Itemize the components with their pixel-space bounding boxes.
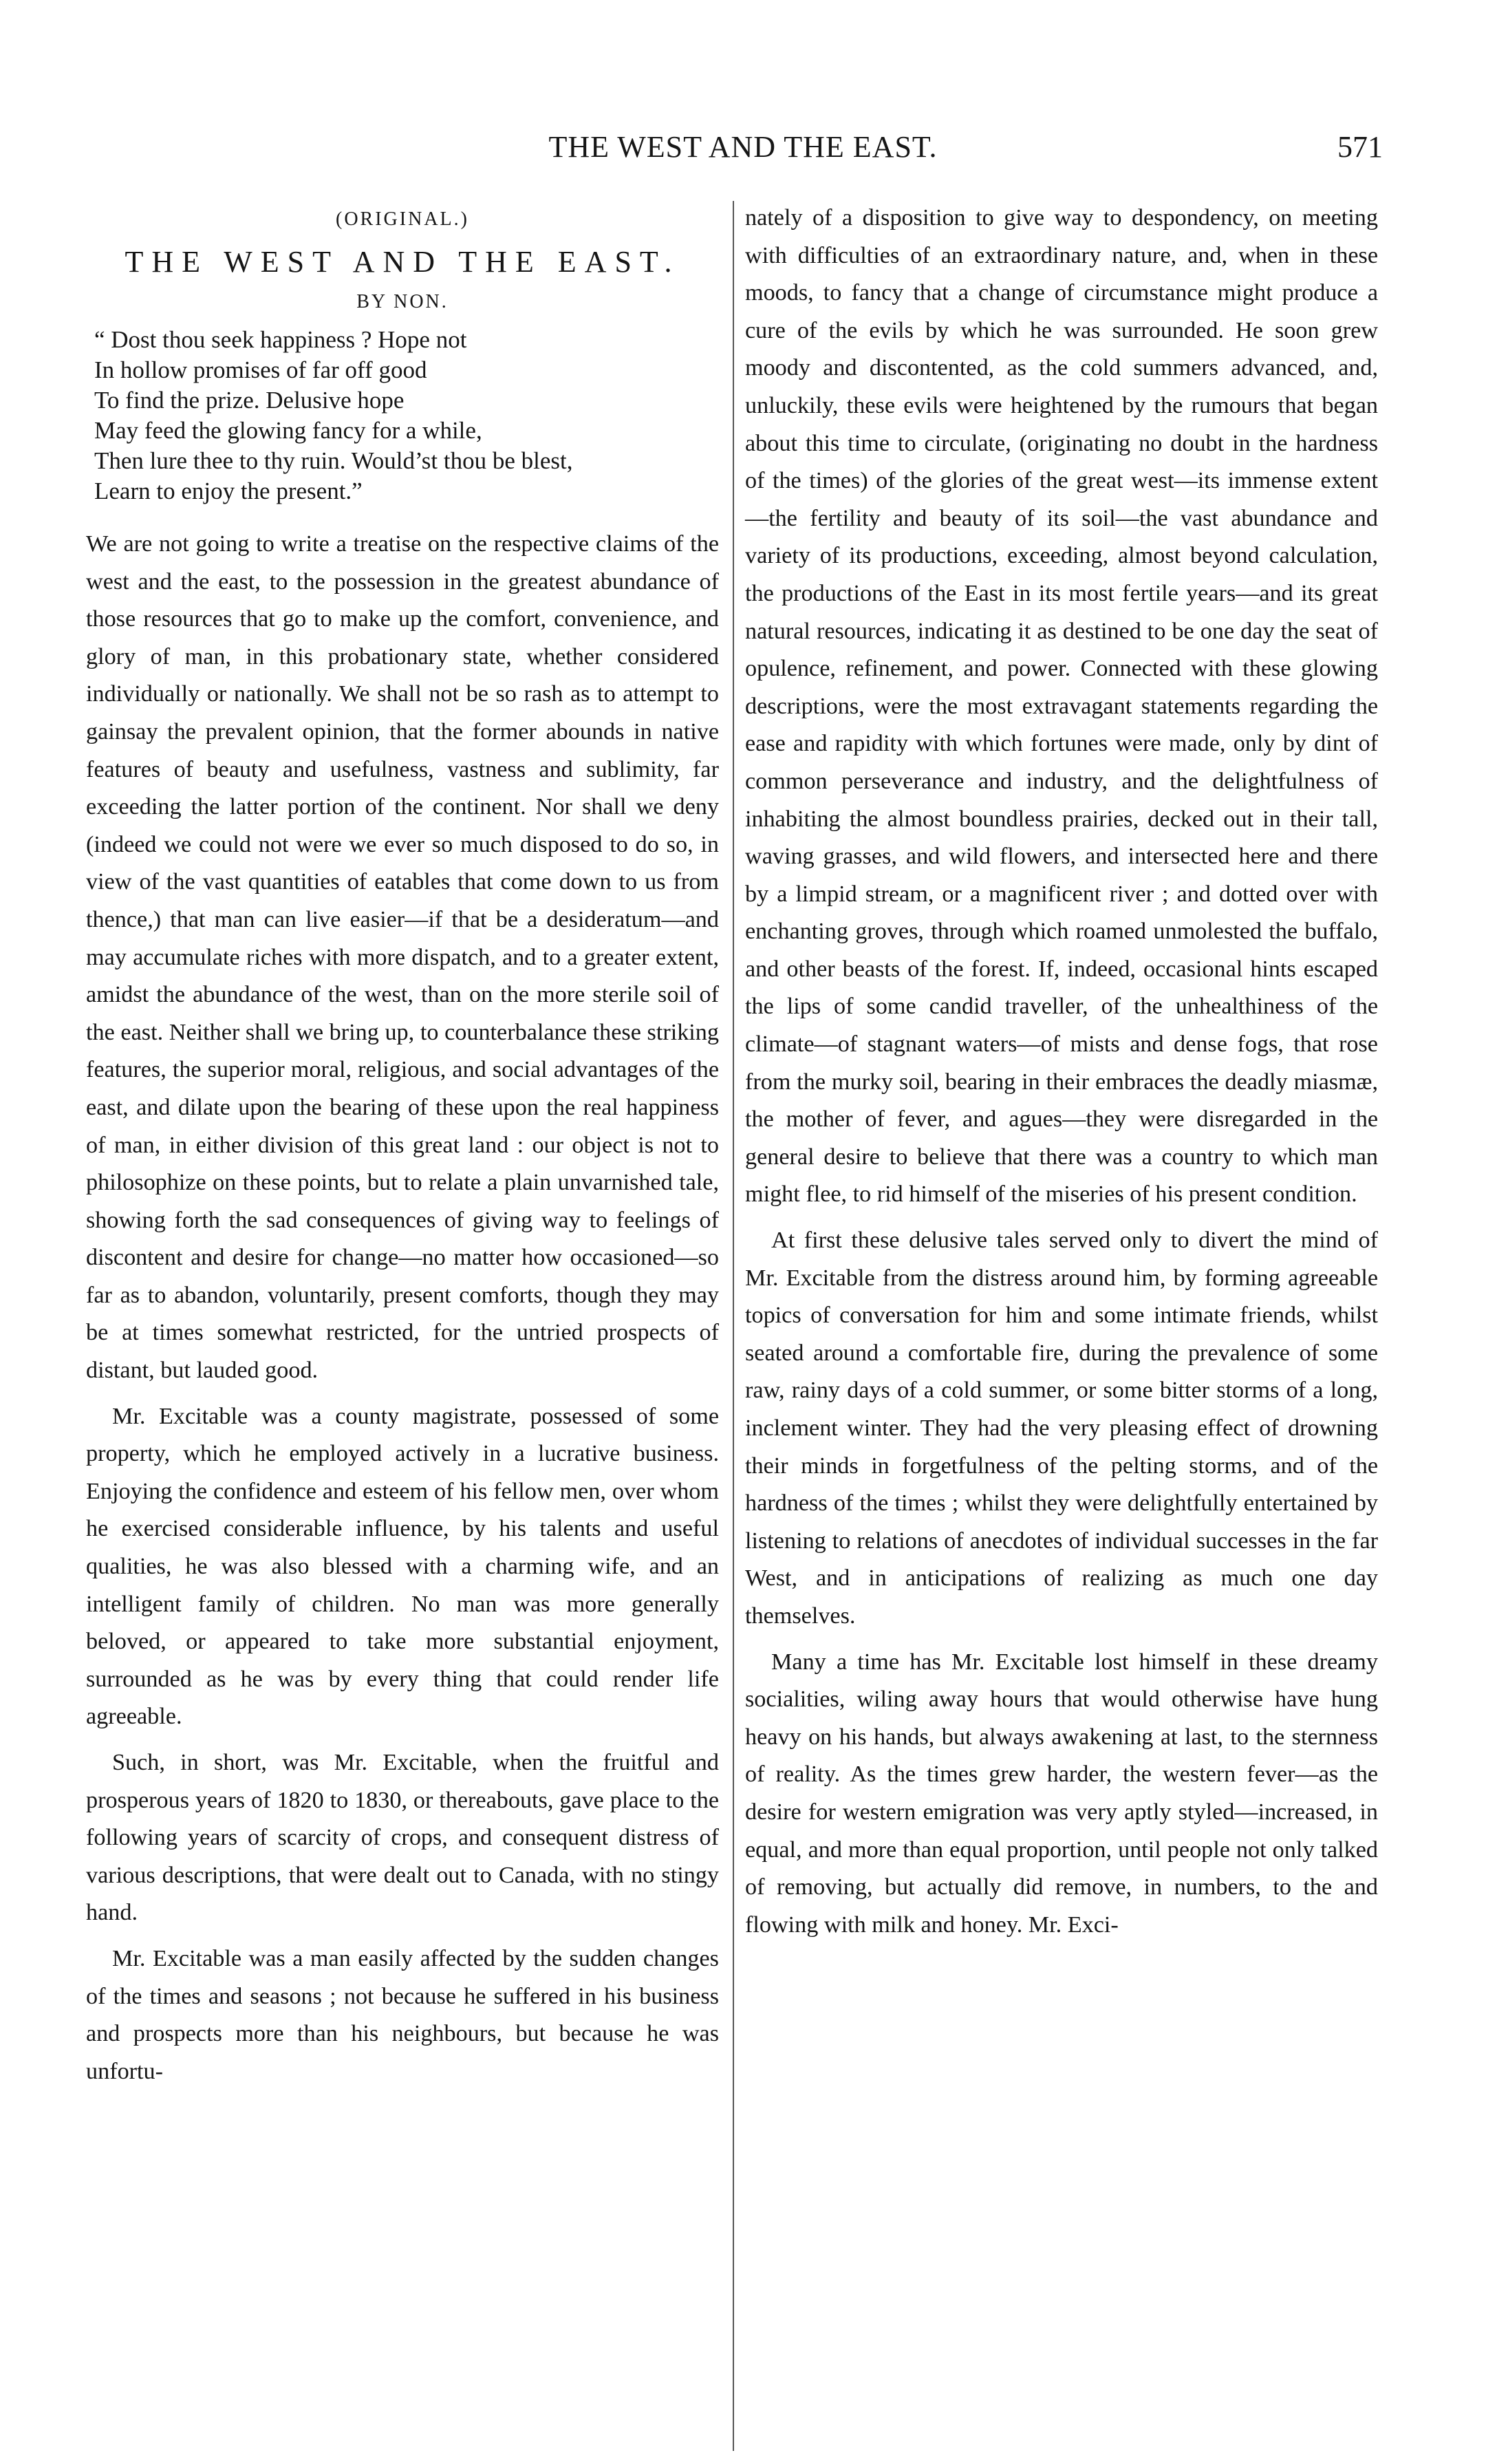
running-head xyxy=(0,129,1486,178)
epigraph-line: Then lure thee to thy ruin. Would’st thou be blest, xyxy=(94,447,573,474)
epigraph xyxy=(94,325,719,506)
body-paragraph: We are not going to write a treatise on the respective claims of the west and the east, to the possession in the greatest abundance of those resources that go to make up the comfort, convenience, and glory of man, in this probationary state, whether considered individually or nationally. We shall not be so rash as to attempt to gainsay the prevalent opinion, that the former abounds in native features of beauty and usefulness, vastness and sublimity, far exceeding the latter portion of the continent. Nor shall we deny (indeed we could not were we ever so much disposed to do so, in view of the vast quantities of eatables that come down to us from thence,) that man can live easier—if that be a desideratum—and may accumulate riches with more dispatch, and to a greater extent, amidst the abundance of the west, than on the more sterile soil of the east. Neither shall we bring up, to counterbalance these striking features, the superior moral, religious, and social advantages of the east, and dilate upon the bearing of these upon the real happiness of man, in either division of this great land : our object is not to philosophize on these points, but to relate a plain unvarnished tale, showing forth the sad consequences of giving way to feelings of discontent and desire for change—no matter how occasioned—so far as to abandon, voluntarily, present comforts, though they may be at times somewhat restricted, for the untried prospects of distant, but lauded good. xyxy=(86,531,719,1384)
body-paragraph: Mr. Excitable was a county magistrate, possessed of some property, which he employed actively in a lucrative business. Enjoying the confidence and esteem of his fellow men, over whom he exercised considerable influence, by his talents and useful qualities, he was also blessed with a charming wife, and an intelligent family of children. No man was more generally beloved, or appeared to take more substantial enjoyment, surrounded as he was by every thing that could render life agreeable. xyxy=(86,1403,719,1730)
epigraph-line: May feed the glowing fancy for a while, xyxy=(94,417,482,444)
page-number: 571 xyxy=(1337,130,1383,164)
body-paragraph: Many a time has Mr. Excitable lost himself in these dreamy socialities, wiling away hours that would otherwise have hung heavy on his hands, but always awakening at last, to the sternness of reality. As the times grew harder, the western fever—as the desire for western emigration was very aptly styled—increased, in equal, and more than equal proportion, until people not only talked of removing, but actually did remove, in numbers, to the and flowing with milk and honey. Mr. Exci- xyxy=(745,1649,1378,1938)
original-label: (ORIGINAL.) xyxy=(336,208,469,230)
right-column xyxy=(745,200,1378,1952)
running-title: THE WEST AND THE EAST. xyxy=(548,130,938,164)
body-paragraph: Mr. Excitable was a man easily affected by the sudden changes of the times and seasons ; not because he suffered in his business and prospects more than his neighbours, but because he was unfortu- xyxy=(86,1945,719,2084)
epigraph-line: To find the prize. Delusive hope xyxy=(94,387,405,414)
body-paragraph: Such, in short, was Mr. Excitable, when the fruitful and prosperous years of 1820 to 1830, or thereabouts, gave place to the following years of scarcity of crops, and consequent distress of various descriptions, that were dealt out to Canada, with no stingy hand. xyxy=(86,1750,719,1926)
epigraph-line: In hollow promises of far off good xyxy=(94,356,427,383)
column-divider xyxy=(733,201,734,2451)
body-paragraph: nately of a disposition to give way to despondency, on meeting with difficulties of an extraordinary nature, and, when in these moods, to fancy that a change of circumstance might produce a cure of the evils by which he was surrounded. He soon grew moody and discontented, as the cold summers advanced, and, unluckily, these evils were heightened by the rumours that began about this time to circulate, (originating no doubt in the hardness of the times) of the glories of the great west—its immense extent—the fertility and beauty of its soil—the vast abundance and variety of its productions, exceeding, almost beyond calculation, the productions of the East in its most fertile years—and its great natural resources, indicating it as destined to be one day the seat of opulence, refinement, and power. Connected with these glowing descriptions, were the most extravagant statements regarding the ease and rapidity with which fortunes were made, only by dint of common perseverance and industry, and the delightfulness of inhabiting the almost boundless prairies, decked out in their tall, waving grasses, and wild flowers, and intersected here and there by a limpid stream, or a magnificent river ; and dotted over with enchanting groves, through which roamed unmolested the buffalo, and other beasts of the forest. If, indeed, occasional hints escaped the lips of some candid traveller, of the unhealthiness of the climate—of stagnant waters—of mists and dense fogs, that rose from the murky soil, bearing in their embraces the deadly miasmæ, the mother of fever, and agues—they were disregarded in the general desire to believe that there was a country to which man might flee, to rid himself of the miseries of his present condition. xyxy=(745,205,1378,1208)
epigraph-line: Learn to enjoy the present.” xyxy=(94,478,363,504)
article-title: THE WEST AND THE EAST. xyxy=(125,245,680,279)
epigraph-line: “ Dost thou seek happiness ? Hope not xyxy=(94,326,467,353)
article-heading xyxy=(86,202,719,318)
body-paragraph: At first these delusive tales served only to divert the mind of Mr. Excitable from the distress around him, by forming agreeable topics of conversation for him and some intimate friends, whilst seated around a comfortable fire, during the prevalence of some raw, rainy days of a cold summer, or some bitter storms of a long, inclement winter. They had the very pleasing effect of drowning their minds in forgetfulness of the pelting storms, and of the hardness of the times ; whilst they were delightfully entertained by listening to relations of anecdotes of individual successes in the far West, and in anticipations of realizing as much one day themselves. xyxy=(745,1228,1378,1629)
left-column xyxy=(86,200,719,2099)
byline: BY NON. xyxy=(356,291,449,312)
